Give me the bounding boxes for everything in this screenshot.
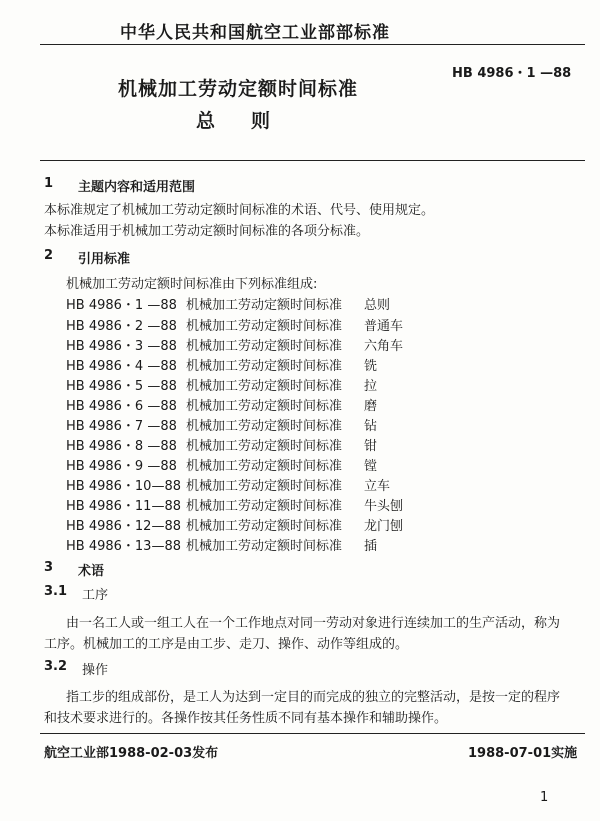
- reference-code: HB 4986・8 —88: [66, 439, 177, 454]
- reference-name: 机械加工劳动定额时间标准: [186, 319, 343, 334]
- reference-part: 总则: [364, 298, 391, 313]
- reference-part: 龙门刨: [364, 519, 404, 534]
- reference-name: 机械加工劳动定额时间标准: [186, 459, 343, 474]
- subsection-3-2-number: 3.2: [44, 659, 68, 674]
- section-2-intro: 机械加工劳动定额时间标准由下列标准组成:: [66, 277, 318, 292]
- section-1-line-1: 本标准规定了机械加工劳动定额时间标准的术语、代号、使用规定。: [44, 203, 435, 218]
- subsection-3-2-line-1: 指工步的组成部份，是工人为达到一定目的而完成的独立的完整活动，是按一定的程序: [66, 690, 561, 705]
- title-rule: [40, 160, 585, 161]
- section-2-heading: 引用标准: [78, 252, 131, 267]
- subsection-3-1-title: 工序: [82, 588, 109, 603]
- reference-code: HB 4986・1 —88: [66, 298, 177, 313]
- document-subtitle: 总则: [196, 110, 307, 132]
- section-1-heading: 主题内容和适用范围: [78, 180, 196, 195]
- reference-part: 插: [364, 539, 378, 554]
- reference-code: HB 4986・12—88: [66, 519, 181, 534]
- footer-rule: [40, 733, 585, 734]
- reference-part: 拉: [364, 379, 378, 394]
- reference-part: 普通车: [364, 319, 404, 334]
- reference-name: 机械加工劳动定额时间标准: [186, 379, 343, 394]
- reference-part: 立车: [364, 479, 391, 494]
- reference-name: 机械加工劳动定额时间标准: [186, 479, 343, 494]
- reference-code: HB 4986・7 —88: [66, 419, 177, 434]
- section-1-line-2: 本标准适用于机械加工劳动定额时间标准的各项分标准。: [44, 224, 370, 239]
- section-3-number: 3: [44, 560, 54, 575]
- subsection-3-1-line-1: 由一名工人或一组工人在一个工作地点对同一劳动对象进行连续加工的生产活动，称为: [66, 616, 561, 631]
- section-1-number: 1: [44, 176, 54, 191]
- subsection-3-2-line-2: 和技术要求进行的。各操作按其任务性质不同有基本操作和辅助操作。: [44, 711, 448, 726]
- reference-code: HB 4986・10—88: [66, 479, 181, 494]
- reference-part: 磨: [364, 399, 378, 414]
- reference-name: 机械加工劳动定额时间标准: [186, 298, 343, 313]
- subsection-3-1-line-2: 工序。机械加工的工序是由工步、走刀、操作、动作等组成的。: [44, 637, 409, 652]
- document-title: 机械加工劳动定额时间标准: [118, 78, 359, 100]
- standard-code: HB 4986・1 —88: [452, 66, 572, 81]
- reference-code: HB 4986・11—88: [66, 499, 181, 514]
- reference-code: HB 4986・3 —88: [66, 339, 177, 354]
- reference-name: 机械加工劳动定额时间标准: [186, 419, 343, 434]
- reference-code: HB 4986・9 —88: [66, 459, 177, 474]
- page-number: 1: [540, 790, 549, 805]
- reference-name: 机械加工劳动定额时间标准: [186, 499, 343, 514]
- reference-part: 钳: [364, 439, 378, 454]
- reference-name: 机械加工劳动定额时间标准: [186, 519, 343, 534]
- reference-code: HB 4986・6 —88: [66, 399, 177, 414]
- reference-code: HB 4986・13—88: [66, 539, 181, 554]
- reference-part: 六角车: [364, 339, 404, 354]
- subsection-3-1-number: 3.1: [44, 584, 68, 599]
- reference-name: 机械加工劳动定额时间标准: [186, 359, 343, 374]
- reference-part: 铣: [364, 359, 378, 374]
- reference-name: 机械加工劳动定额时间标准: [186, 439, 343, 454]
- subsection-3-2-title: 操作: [82, 663, 109, 678]
- reference-part: 镗: [364, 459, 378, 474]
- reference-name: 机械加工劳动定额时间标准: [186, 399, 343, 414]
- section-3-heading: 术语: [78, 564, 105, 579]
- section-2-number: 2: [44, 248, 54, 263]
- reference-name: 机械加工劳动定额时间标准: [186, 539, 343, 554]
- reference-code: HB 4986・4 —88: [66, 359, 177, 374]
- reference-name: 机械加工劳动定额时间标准: [186, 339, 343, 354]
- reference-part: 钻: [364, 419, 378, 434]
- issuing-organization: 中华人民共和国航空工业部部标准: [120, 23, 390, 43]
- effective-date: 1988-07-01实施: [468, 746, 578, 761]
- reference-code: HB 4986・2 —88: [66, 319, 177, 334]
- reference-code: HB 4986・5 —88: [66, 379, 177, 394]
- reference-part: 牛头刨: [364, 499, 404, 514]
- header-rule: [40, 44, 585, 45]
- issue-date: 航空工业部1988-02-03发布: [44, 746, 219, 761]
